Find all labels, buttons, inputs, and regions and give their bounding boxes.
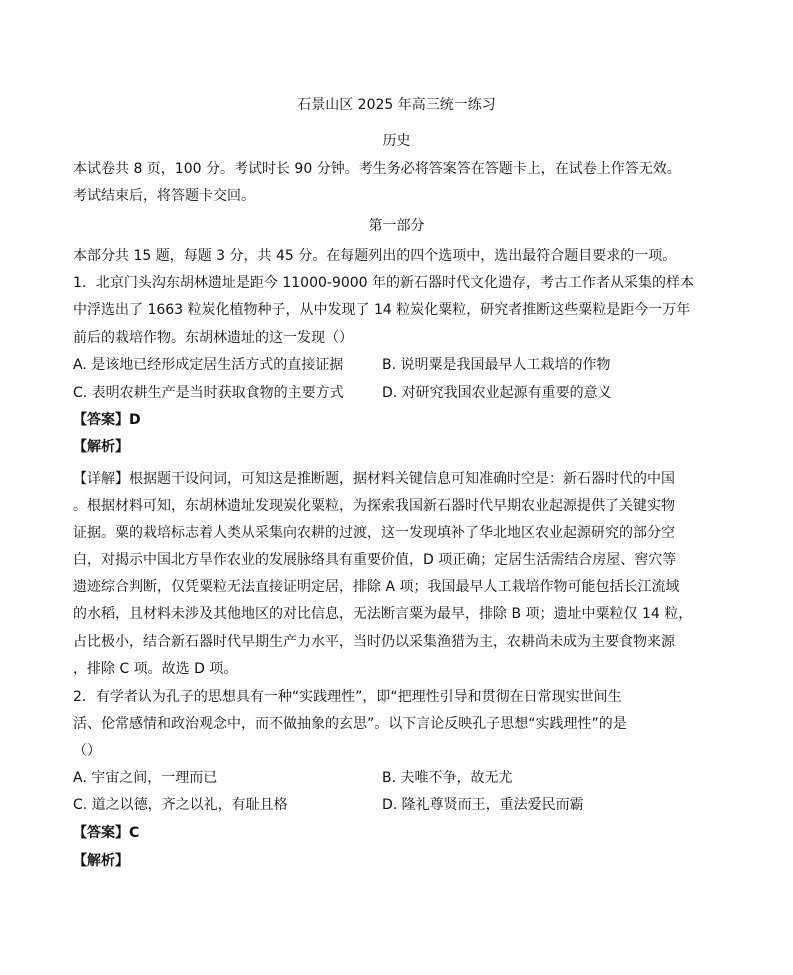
q2-stem-line: 活、伦常感情和政治观念中，而不做抽象的玄思”。以下言论反映孔子思想“实践理性”的是: [73, 716, 627, 732]
q1-detail-line: 占比极小，结合新石器时代早期生产力水平，当时仍以采集渔猎为主，农耕尚未成为主要食物来源: [73, 634, 675, 650]
q1-detail-line: 白，对揭示中国北方旱作农业的发展脉络具有重要价值，D 项正确；定居生活需结合房屋、窖穴等: [73, 552, 677, 568]
instructions-line-1: 本试卷共 8 页，100 分。考试时长 90 分钟。考生务必将答案答在答题卡上，在试卷上作答无效。: [73, 161, 681, 177]
q1-option-a: A. 是该地已经形成定居生活方式的直接证据: [73, 357, 344, 373]
q1-detail-line: 遗迹综合判断，仅凭粟粒无法直接证明定居，排除 A 项；我国最早人工栽培作物可能包括长江流域: [73, 579, 680, 595]
q1-stem-line: 1．北京门头沟东胡林遗址是距今 11000-9000 年的新石器时代文化遗存，考古工作者从采集的样本: [73, 275, 695, 291]
q2-option-b: B. 夫唯不争，故无尤: [382, 770, 513, 786]
exam-title: 石景山区 2025 年高三统一练习: [297, 97, 496, 113]
q2-answer: 【答案】C: [73, 825, 140, 841]
q2-stem-line: （）: [73, 743, 101, 759]
q1-option-b: B. 说明粟是我国最早人工栽培的作物: [382, 357, 611, 373]
q2-stem-line: 2．有学者认为孔子的思想具有一种“实践理性”，即“把理性引导和贯彻在日常现实世间生: [73, 689, 622, 705]
q2-analysis-label: 【解析】: [73, 853, 129, 869]
q1-answer: 【答案】D: [73, 412, 141, 428]
q1-stem-line: 前后的栽培作物。东胡林遗址的这一发现（）: [73, 330, 353, 346]
q1-detail-line: 证据。粟的栽培标志着人类从采集向农耕的过渡，这一发现填补了华北地区农业起源研究的部分空: [73, 525, 675, 541]
q1-option-d: D. 对研究我国农业起源有重要的意义: [382, 385, 612, 401]
q1-detail-line: 【详解】根据题干设问词，可知这是推断题，据材料关键信息可知准确时空是：新石器时代的中国: [73, 471, 675, 487]
q1-detail-line: ，排除 C 项。故选 D 项。: [73, 661, 238, 677]
q2-option-d: D. 隆礼尊贤而王，重法爱民而霸: [382, 797, 584, 813]
q1-detail-line: 。根据材料可知，东胡林遗址发现炭化粟粒，为探索我国新石器时代早期农业起源提供了关键实物: [73, 498, 675, 514]
subject-title: 历史: [382, 133, 411, 149]
q2-option-a: A. 宇宙之间，一理而已: [73, 770, 218, 786]
part-intro: 本部分共 15 题，每题 3 分，共 45 分。在每题列出的四个选项中，选出最符合题目要求的一项。: [73, 248, 677, 264]
q1-detail-line: 的水稻，且材料未涉及其他地区的对比信息，无法断言粟为最早，排除 B 项；遗址中粟粒仅 14 粒，: [73, 606, 693, 622]
part-title: 第一部分: [368, 218, 425, 234]
q1-option-c: C. 表明农耕生产是当时获取食物的主要方式: [73, 385, 344, 401]
instructions-line-2: 考试结束后，将答题卡交回。: [73, 188, 255, 204]
q1-stem-line: 中浮选出了 1663 粒炭化植物种子，从中发现了 14 粒炭化粟粒，研究者推断这些粟粒是距今一万年: [73, 302, 691, 318]
q1-analysis-label: 【解析】: [73, 439, 129, 455]
q2-option-c: C. 道之以德，齐之以礼，有耻且格: [73, 797, 288, 813]
